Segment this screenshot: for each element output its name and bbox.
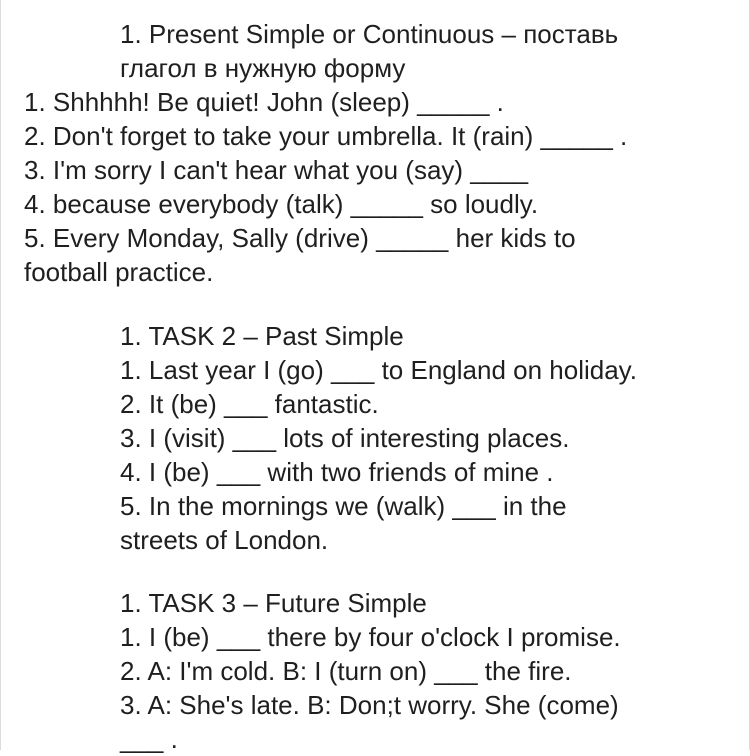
- section1-title-line1: 1. Present Simple or Continuous – поставь: [120, 19, 619, 49]
- section2-item-5: 5. In the mornings we (walk) ___ in the: [120, 491, 567, 521]
- section3-item-3-continued: ___ .: [120, 724, 178, 754]
- section3-title: 1. TASK 3 – Future Simple: [120, 588, 427, 618]
- section1-item-3: 3. I'm sorry I can't hear what you (say) ____: [24, 155, 529, 185]
- section2-item-3: 3. I (visit) ___ lots of interesting places.: [120, 423, 570, 453]
- section2-item-5-continued: streets of London.: [120, 525, 329, 555]
- section1-item-5-continued: football practice.: [24, 257, 214, 287]
- section1-item-5: 5. Every Monday, Sally (drive) _____ her kids to: [24, 223, 576, 253]
- section3-item-1: 1. I (be) ___ there by four o'clock I promise.: [120, 622, 621, 652]
- section3-item-2: 2. A: I'm cold. B: I (turn on) ___ the fire.: [120, 656, 572, 686]
- section3-item-3: 3. A: She's late. B: Don;t worry. She (come): [120, 690, 619, 720]
- page-edge-left: [0, 0, 1, 750]
- section1-item-1: 1. Shhhhh! Be quiet! John (sleep) _____ .: [24, 87, 504, 117]
- section2-item-4: 4. I (be) ___ with two friends of mine .: [120, 457, 554, 487]
- section1-item-4: 4. because everybody (talk) _____ so loudly.: [24, 189, 539, 219]
- section1-title-line2: глагол в нужную форму: [120, 53, 406, 83]
- section2-title: 1. TASK 2 – Past Simple: [120, 321, 404, 351]
- section2-item-2: 2. It (be) ___ fantastic.: [120, 389, 379, 419]
- section1-item-2: 2. Don't forget to take your umbrella. It (rain) _____ .: [24, 121, 628, 151]
- section2-item-1: 1. Last year I (go) ___ to England on holiday.: [120, 355, 637, 385]
